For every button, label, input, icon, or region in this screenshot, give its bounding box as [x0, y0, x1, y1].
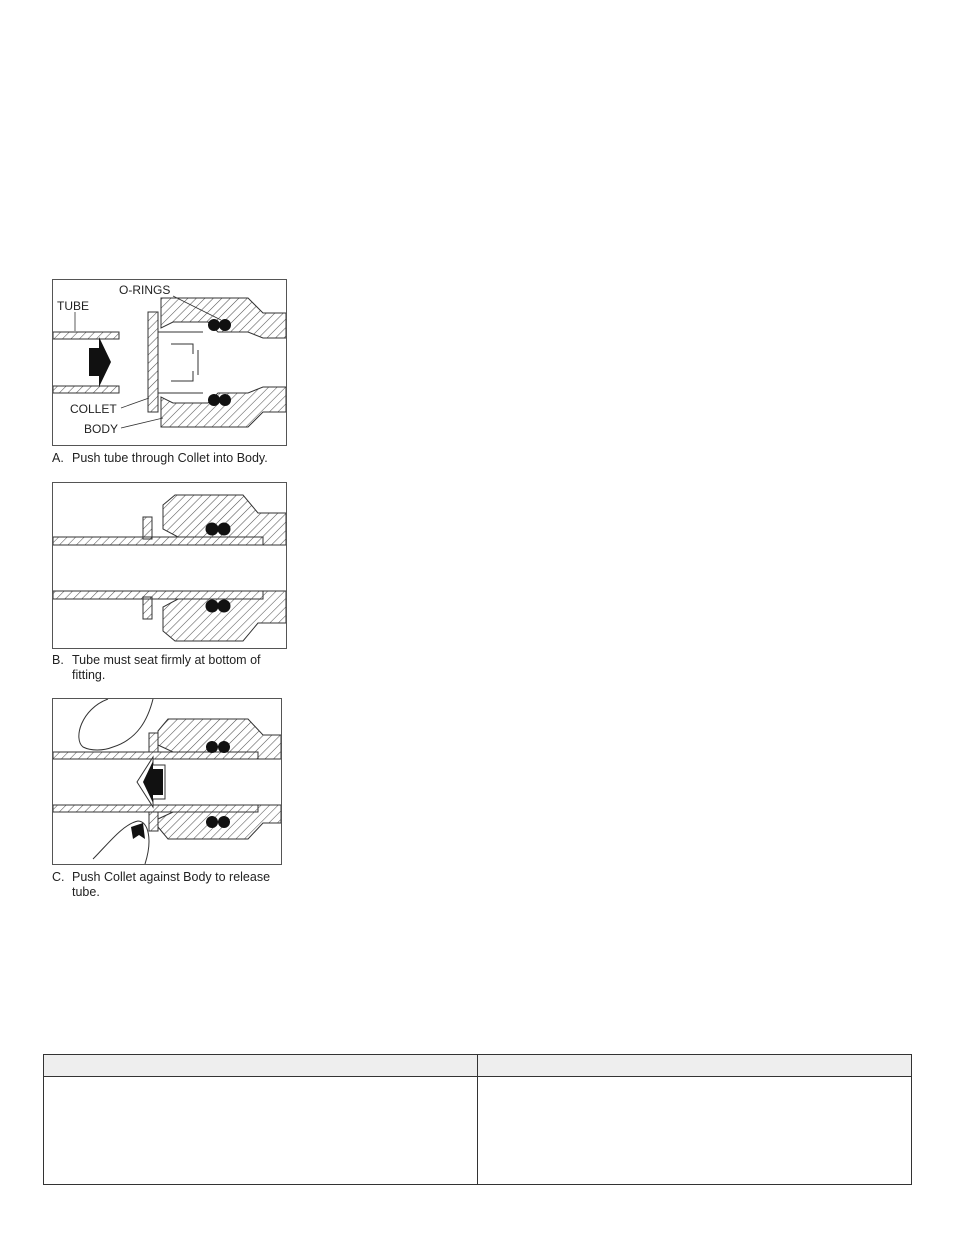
fitting-body-top	[163, 495, 286, 545]
collet-fingers	[158, 332, 203, 393]
collet-flange	[143, 517, 152, 539]
figure-b-diagram	[52, 482, 287, 649]
o-ring	[206, 523, 219, 536]
table-row	[44, 1077, 912, 1185]
tube-wall-top	[53, 752, 258, 759]
o-ring	[218, 741, 230, 753]
figure-a-svg	[53, 280, 286, 445]
figure-b-caption	[52, 653, 261, 683]
caption-text: Push tube through Collet into Body.	[72, 451, 268, 465]
push-arrow-icon	[89, 337, 111, 387]
tube-wall-bottom	[53, 386, 119, 393]
o-ring	[206, 816, 218, 828]
table-header-cell	[478, 1055, 912, 1077]
o-ring	[219, 394, 231, 406]
figure-c-svg	[53, 699, 281, 864]
collet-flange	[143, 597, 152, 619]
label-collet: COLLET	[70, 402, 117, 416]
o-ring	[208, 319, 220, 331]
o-ring	[218, 816, 230, 828]
table-header-row	[44, 1055, 912, 1077]
figure-a-caption	[52, 451, 268, 466]
table-header-cell	[44, 1055, 478, 1077]
collet-flange	[149, 733, 158, 752]
collet-flange	[149, 812, 158, 831]
table-cell	[478, 1077, 912, 1185]
tube-wall-top	[53, 332, 119, 339]
caption-letter: A.	[52, 451, 64, 465]
caption-text: Tube must seat firmly at bottom of	[72, 653, 261, 667]
o-ring	[219, 319, 231, 331]
caption-letter: B.	[52, 653, 64, 667]
label-body: BODY	[84, 422, 119, 436]
o-ring	[218, 523, 231, 536]
figure-a-diagram	[52, 279, 287, 446]
label-tube: TUBE	[57, 299, 90, 313]
figure-c-diagram	[52, 698, 282, 865]
fitting-body-bottom	[163, 591, 286, 641]
figure-b-svg	[53, 483, 286, 648]
caption-text-continued: tube.	[72, 885, 100, 899]
caption-text: Push Collet against Body to release	[72, 870, 271, 884]
caption-text-continued: fitting.	[72, 668, 106, 682]
collet-flange	[148, 312, 158, 412]
tube-wall-bottom	[53, 591, 263, 599]
tube-wall-bottom	[53, 805, 258, 812]
finger-top-icon	[79, 699, 153, 750]
o-ring	[208, 394, 220, 406]
o-ring	[206, 600, 219, 613]
table-cell	[44, 1077, 478, 1185]
spec-table	[43, 1054, 912, 1185]
caption-letter: C.	[52, 870, 65, 884]
tube-wall-top	[53, 537, 263, 545]
o-ring	[206, 741, 218, 753]
figure-c-caption	[52, 870, 270, 900]
label-o-rings: O-RINGS	[119, 283, 171, 297]
o-ring	[218, 600, 231, 613]
